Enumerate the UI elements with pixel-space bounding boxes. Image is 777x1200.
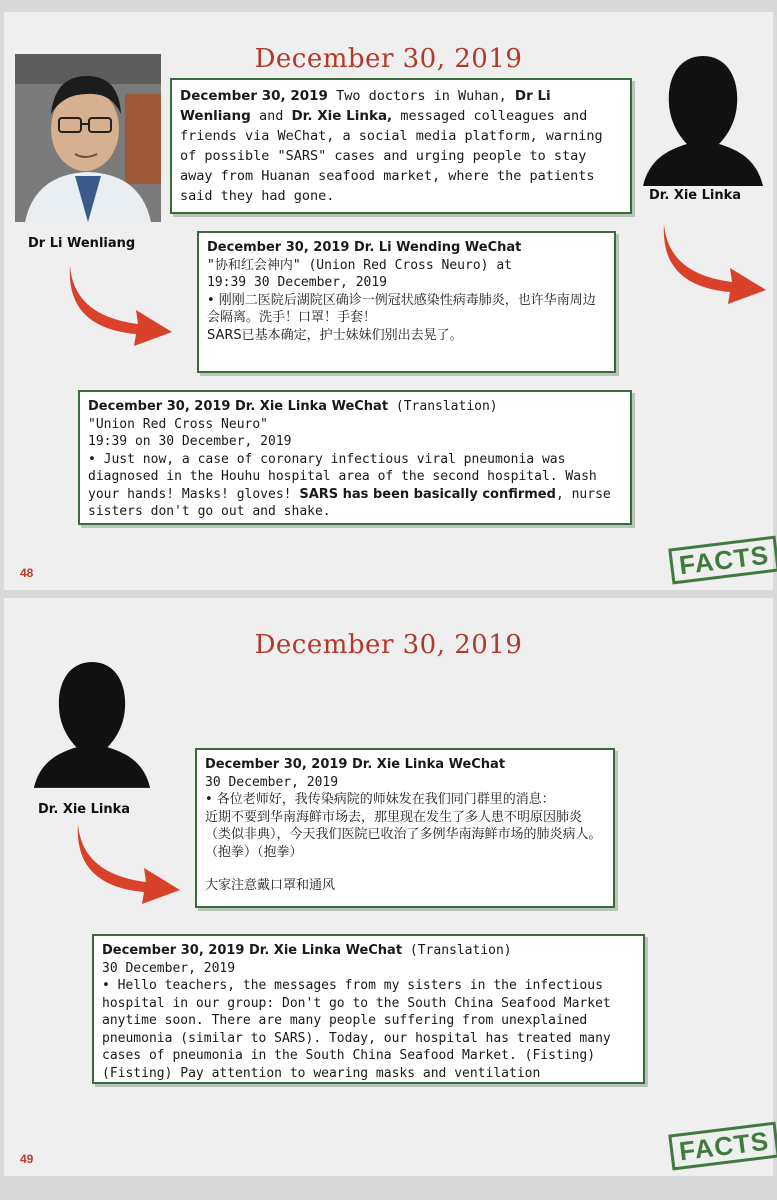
translation-time: 30 December, 2019 xyxy=(102,960,236,976)
slide-49 xyxy=(4,598,773,1176)
person-name-right: Dr. Xie Linka xyxy=(649,188,742,203)
summary-date: December 30, 2019 xyxy=(180,88,328,104)
summary-box xyxy=(170,78,632,214)
translation-text: • Just now, a case of coronary infectious viral pneumonia was diagnosed in the Houhu hospital area of the second hospital. Wash your hands! Masks! gloves! xyxy=(88,451,597,502)
wechat-header: December 30, 2019 Dr. Li Wending WeChat xyxy=(207,240,522,255)
wechat-time: 30 December, 2019 xyxy=(205,774,339,790)
silhouette-icon xyxy=(30,658,154,788)
summary-name-xie: Dr. Xie Linka, xyxy=(291,108,393,124)
page-number: 48 xyxy=(20,566,34,580)
wechat-group: "协和红会神内" (Union Red Cross Neuro) at xyxy=(207,257,512,273)
translation-label: (Translation) xyxy=(388,399,498,414)
person-name-left: Dr Li Wenliang xyxy=(28,236,136,251)
translation-label: (Translation) xyxy=(402,943,512,958)
wechat-message-box xyxy=(195,748,615,908)
curved-arrow-icon xyxy=(64,262,176,346)
translation-text: , nurse sisters don't go out and shake. xyxy=(88,486,611,519)
wechat-message: 大家注意戴口罩和通风 xyxy=(205,878,336,893)
translation-box xyxy=(78,390,632,525)
curved-arrow-icon xyxy=(72,820,184,904)
translation-group: "Union Red Cross Neuro" xyxy=(88,416,269,432)
slide-title: December 30, 2019 xyxy=(254,44,523,74)
curved-arrow-icon xyxy=(658,220,770,304)
wechat-message: • 各位老师好，我传染病院的师妹发在我们同门群里的消息： xyxy=(205,792,555,807)
facts-stamp: FACTS xyxy=(668,1122,777,1171)
wechat-header: December 30, 2019 Dr. Xie Linka WeChat xyxy=(205,757,506,772)
slide-48 xyxy=(4,12,773,590)
wechat-message: • 刚刚二医院后湖院区确诊一例冠状感染性病毒肺炎，也许华南周边会隔离。洗手！口罩！手套！ xyxy=(207,292,596,325)
person-name: Dr. Xie Linka xyxy=(38,802,131,817)
translation-message: • Hello teachers, the messages from my sisters in the infectious hospital in our group: Don't go to the South China Seafood Market anytime soon. There are many people suffering from unexplained pneumonia (similar to SARS). Today, our hospital has treated many cases of pneumonia in the South China Seafood Market. (Fisting) (Fisting) Pay attention to wearing masks and ventilation xyxy=(102,978,611,1081)
wechat-message-box xyxy=(197,231,616,373)
wechat-time: 19:39 30 December, 2019 xyxy=(207,275,388,290)
silhouette-icon xyxy=(639,52,767,186)
wechat-message: 近期不要到华南海鲜市场去，那里现在发生了多人患不明原因肺炎（类似非典），今天我们医院已收治了多例华南海鲜市场的肺炎病人。（抱拳）（抱拳） xyxy=(205,809,602,860)
translation-box xyxy=(92,934,645,1084)
translation-header: December 30, 2019 Dr. Xie Linka WeChat xyxy=(102,943,403,958)
summary-text: Two doctors in Wuhan, xyxy=(327,88,515,104)
summary-text: messaged colleagues and friends via WeChat, a social media platform, warning of possible "SARS" cases and urging people to stay away from Huanan seafood market, where the patients said they had gone. xyxy=(180,108,603,204)
doctor-photo xyxy=(15,54,161,222)
translation-time: 19:39 on 30 December, 2019 xyxy=(88,434,292,449)
slide-title: December 30, 2019 xyxy=(254,630,523,660)
translation-header: December 30, 2019 Dr. Xie Linka WeChat xyxy=(88,399,389,414)
wechat-message: SARS已基本确定，护士妹妹们别出去晃了。 xyxy=(207,327,463,343)
summary-name-li: Dr Li Wenliang xyxy=(180,88,551,124)
summary-text: and xyxy=(250,108,292,124)
facts-stamp: FACTS xyxy=(668,536,777,585)
page-number: 49 xyxy=(20,1152,34,1166)
translation-message xyxy=(88,451,622,521)
translation-emphasis: SARS has been basically confirmed xyxy=(299,486,556,502)
